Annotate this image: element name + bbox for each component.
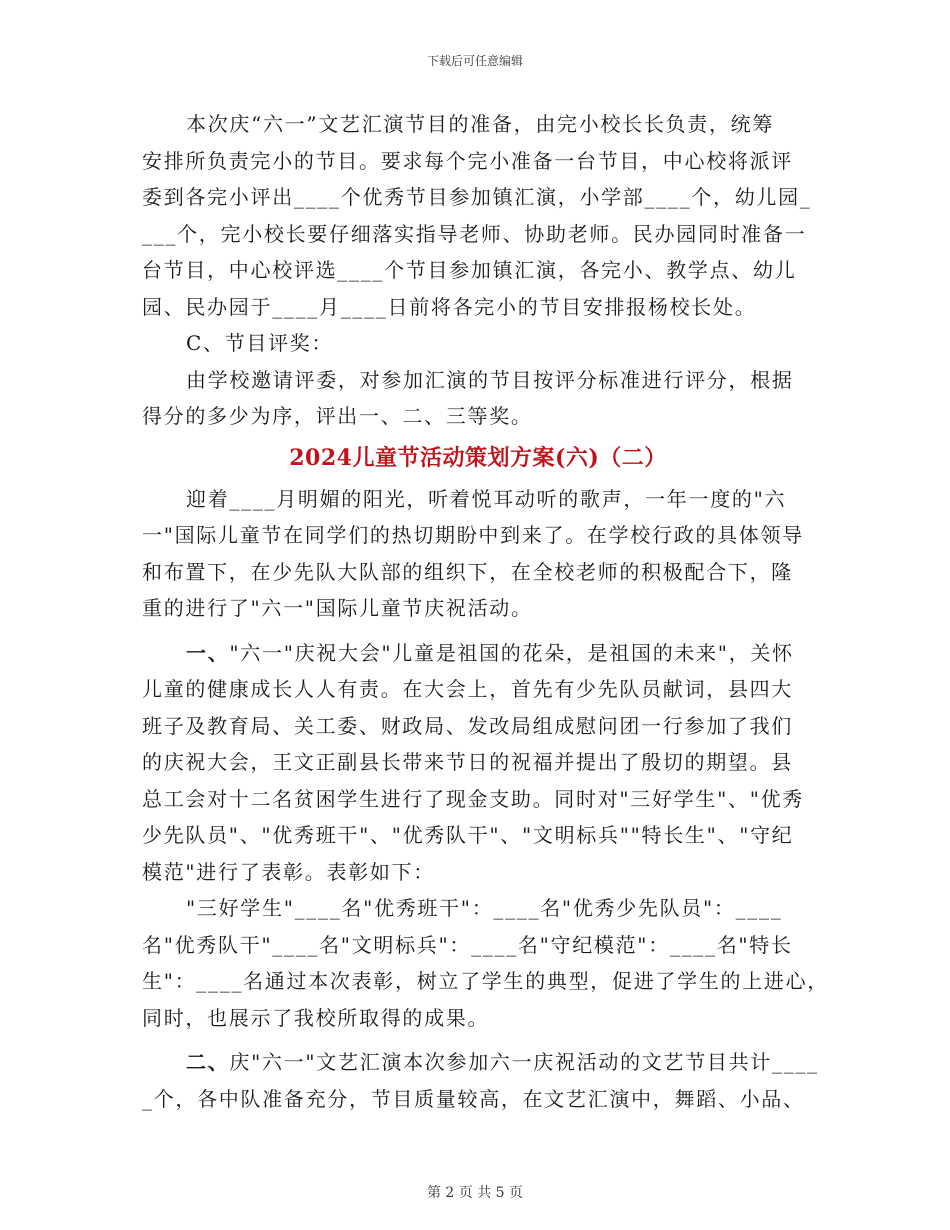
- paragraph-line: "三好学生"____名"优秀班干"：____名"优秀少先队员"：____: [186, 896, 783, 920]
- paragraph-line: 的庆祝大会，王文正副县长带来节日的祝福并提出了殷切的期望。县: [142, 750, 793, 774]
- paragraph-line: 同时，也展示了我校所取得的成果。: [142, 1005, 490, 1030]
- paragraph-line: 由学校邀请评委，对参加汇演的节目按评分标准进行评分，根据: [186, 367, 794, 392]
- paragraph-line: 台节目，中心校评选____个节目参加镇汇演，各完小、教学点、幼儿: [142, 258, 797, 282]
- paragraph-line: _个，各中队准备充分，节目质量较高，在文艺汇演中，舞蹈、小品、: [142, 1086, 805, 1111]
- document-title: 2024儿童节活动策划方案(六)（二）: [289, 444, 667, 471]
- paragraph-line: 少先队员"、"优秀班干"、"优秀队干"、"文明标兵""特长生"、"守纪: [142, 823, 794, 847]
- section-one-marker: 一、: [186, 640, 230, 665]
- paragraph-line: 班子及教育局、关工委、财政局、发改局组成慰问团一行参加了我们: [142, 713, 793, 738]
- paragraph-line: 得分的多少为序，评出一、二、三等奖。: [142, 404, 533, 428]
- subheading: C、节目评奖：: [186, 331, 334, 355]
- section-one-text: "六一"庆祝大会"儿童是祖国的花朵，是祖国的未来"，关怀: [229, 640, 794, 665]
- paragraph-line: 总工会对十二名贫困学生进行了现金支助。同时对"三好学生"、"优秀: [142, 786, 804, 811]
- section-two-text: 庆"六一"文艺汇演本次参加六一庆祝活动的文艺节目共计____: [229, 1050, 819, 1074]
- section-two-marker: 二、: [186, 1050, 230, 1074]
- paragraph-line: 安排所负责完小的节目。要求每个完小准备一台节目，中心校将派评: [142, 148, 793, 173]
- paragraph-line: 儿童的健康成长人人有责。在大会上，首先有少先队员献词，县四大: [142, 677, 793, 701]
- section-one-first-line: [142, 635, 814, 672]
- document-body: [142, 106, 829, 1117]
- paragraph-line: 委到各完小评出____个优秀节目参加镇汇演，小学部____个，幼儿园_: [142, 185, 812, 209]
- page-header: 下载后可任意编辑: [426, 54, 523, 68]
- paragraph-line: 生"：____名通过本次表彰，树立了学生的典型，促进了学生的上进心，: [142, 969, 829, 993]
- paragraph-line: ___个，完小校长要仔细落实指导老师、协助老师。民办园同时准备一: [142, 221, 807, 246]
- paragraph-line: 名"优秀队干"____名"文明标兵"：____名"守纪模范"：____名"特长: [142, 932, 793, 957]
- section-two-first-line: [142, 1044, 819, 1081]
- paragraph-line: 一"国际儿童节在同学们的热切期盼中到来了。在学校行政的具体领导: [142, 523, 804, 547]
- paragraph-line: 和布置下，在少先队大队部的组织下，在全校老师的积极配合下，隆: [142, 559, 793, 584]
- paragraph-line: 本次庆“六一”文艺汇演节目的准备，由完小校长长负责，统筹: [186, 112, 775, 136]
- page-footer: 第 2 页 共 5 页: [426, 1185, 524, 1201]
- paragraph-line: 重的进行了"六一"国际儿童节庆祝活动。: [142, 596, 533, 620]
- paragraph-line: 模范"进行了表彰。表彰如下：: [142, 859, 435, 884]
- paragraph-line: 迎着____月明媚的阳光，听着悦耳动听的歌声，一年一度的"六: [186, 486, 787, 511]
- paragraph-line: 园、民办园于____月____日前将各完小的节目安排报杨校长处。: [142, 294, 757, 319]
